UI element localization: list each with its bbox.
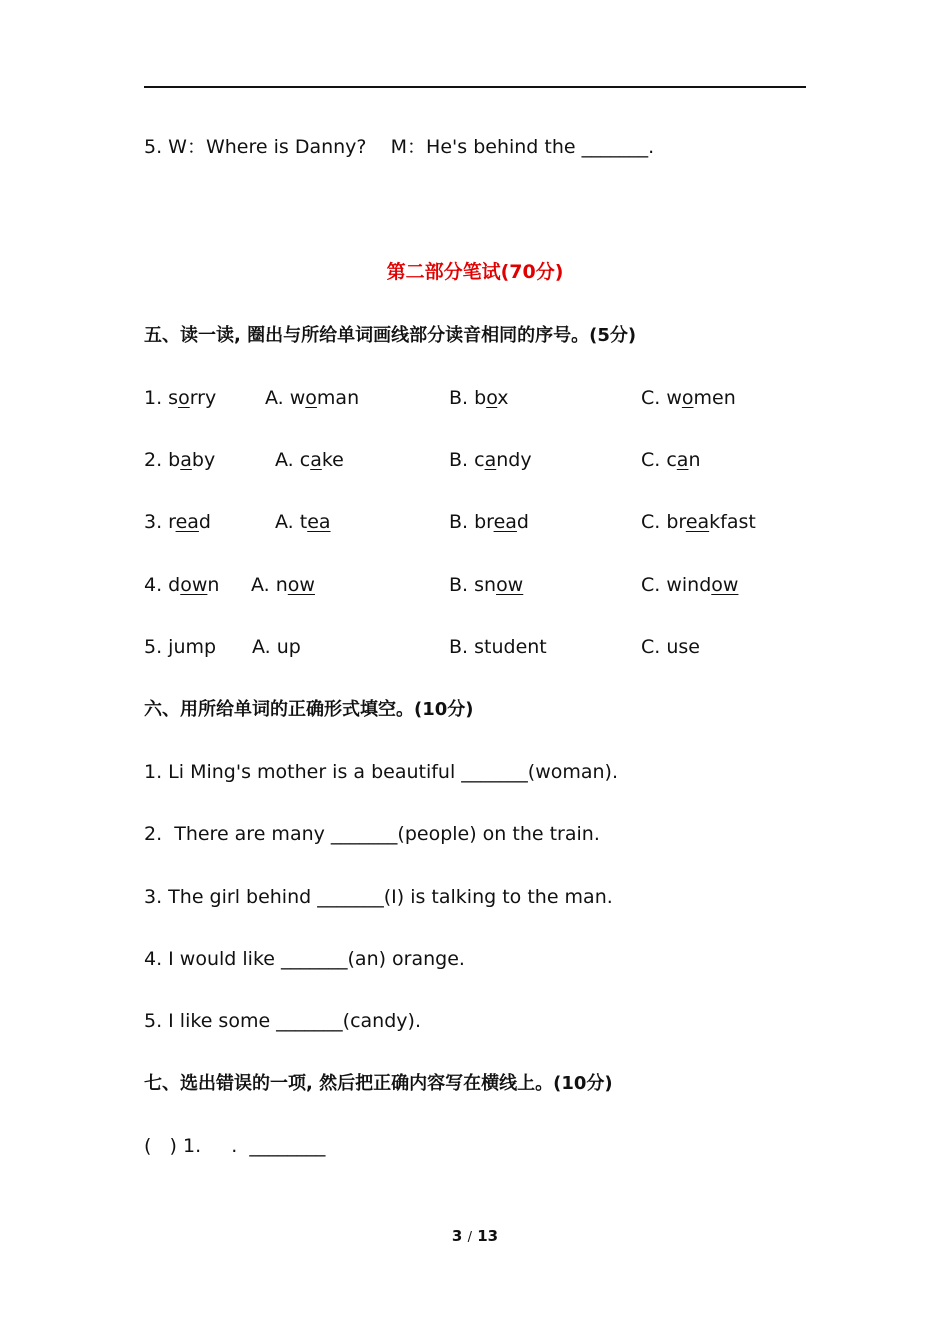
part-title: 第二部分笔试(70分) — [386, 261, 564, 283]
error-item: ( ) 1. . ________ — [144, 1135, 326, 1157]
option-a: A. cake — [275, 449, 344, 471]
phonics-word: 2. baby — [144, 449, 216, 471]
option-b: B. bread — [449, 511, 529, 533]
fill-item: 4. I would like _______(an) orange. — [144, 948, 465, 970]
phonics-word: 4. down — [144, 574, 220, 596]
phonics-word: 5. jump — [144, 636, 217, 658]
phonics-word: 1. sorry — [144, 387, 217, 409]
option-a: A. now — [251, 574, 315, 596]
option-a: A. up — [252, 636, 301, 658]
option-c: C. window — [641, 574, 739, 596]
phonics-word: 3. read — [144, 511, 211, 533]
option-a: A. tea — [275, 511, 331, 533]
option-b: B. snow — [449, 574, 524, 596]
fill-item: 5. I like some _______(candy). — [144, 1010, 421, 1032]
fill-item: 3. The girl behind _______(I) is talking to the man. — [144, 886, 613, 908]
option-b: B. box — [449, 387, 509, 409]
fill-item: 2. There are many _______(people) on the train. — [144, 823, 600, 845]
page-number: 3 / 13 — [451, 1227, 499, 1245]
listening-item-5: 5. W：Where is Danny? M：He's behind the _______. — [144, 136, 655, 158]
fill-item: 1. Li Ming's mother is a beautiful _______(woman). — [144, 761, 619, 783]
option-a: A. woman — [265, 387, 360, 409]
option-b: B. candy — [449, 449, 532, 471]
option-c: C. use — [641, 636, 700, 658]
header-rule — [144, 86, 806, 88]
option-c: C. breakfast — [641, 511, 756, 533]
option-c: C. can — [641, 449, 701, 471]
section-7-heading: 七、选出错误的一项, 然后把正确内容写在横线上。(10分) — [144, 1073, 613, 1094]
option-b: B. student — [449, 636, 547, 658]
option-c: C. women — [641, 387, 736, 409]
section-5-heading: 五、读一读, 圈出与所给单词画线部分读音相同的序号。(5分) — [144, 325, 637, 346]
section-6-heading: 六、用所给单词的正确形式填空。(10分) — [144, 699, 474, 720]
